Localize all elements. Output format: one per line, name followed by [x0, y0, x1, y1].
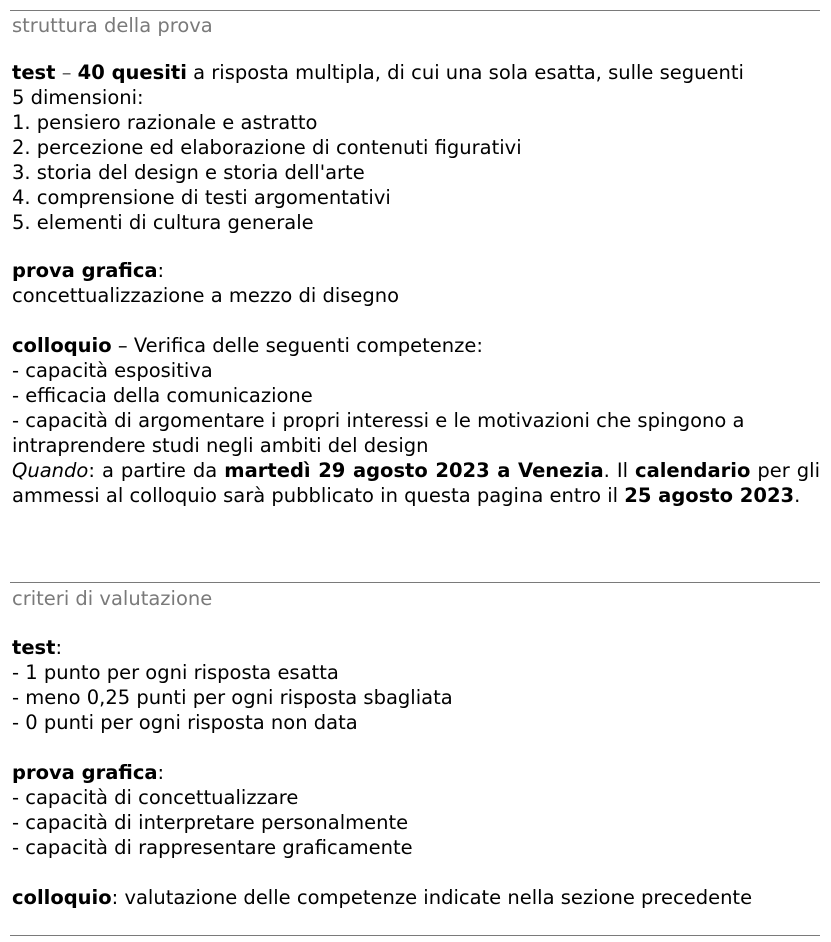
dimension-item: 4. comprensione di testi argomentativi	[12, 186, 391, 209]
criteria-prova-grafica-colon: :	[157, 761, 165, 784]
criteria-colloquio-label: colloquio	[12, 886, 112, 909]
colloquio-description: Verifica delle seguenti competenze:	[133, 334, 483, 357]
when-label: Quando	[12, 459, 89, 482]
section-divider-structure	[10, 10, 820, 11]
scoring-item: - 0 punti per ogni risposta non data	[12, 711, 358, 734]
criteria-colloquio-text: valutazione delle competenze indicate nella sezione precedente	[124, 886, 753, 909]
test-label: test	[12, 61, 56, 84]
section-title-criteria: criteri di valutazione	[12, 587, 213, 610]
test-dash: –	[61, 61, 72, 84]
graphic-criterion-item: - capacità di interpretare personalmente	[12, 811, 409, 834]
test-question-count: 40 quesiti	[77, 61, 187, 84]
scoring-item: - 1 punto per ogni risposta esatta	[12, 661, 339, 684]
criteria-test-label: test	[12, 636, 56, 659]
prova-grafica-label: prova grafica	[12, 259, 158, 282]
competence-item: - capacità espositiva	[12, 359, 213, 382]
section-divider-criteria	[10, 582, 820, 583]
colloquio-dash: –	[117, 334, 128, 357]
structure-test-block	[12, 60, 820, 235]
test-description-continued: 5 dimensioni:	[12, 86, 144, 109]
structure-prova-grafica-block	[12, 258, 820, 308]
scoring-item: - meno 0,25 punti per ogni risposta sbagliata	[12, 686, 453, 709]
graphic-criterion-item: - capacità di rappresentare graficamente	[12, 836, 413, 859]
criteria-prova-grafica-label: prova grafica	[12, 761, 158, 784]
test-description: a risposta multipla, di cui una sola esatta, sulle seguenti	[193, 61, 744, 84]
dimension-item: 5. elementi di cultura generale	[12, 211, 314, 234]
dimension-item: 3. storia del design e storia dell'arte	[12, 161, 365, 184]
section-title-structure: struttura della prova	[12, 14, 213, 37]
criteria-colloquio-block	[12, 885, 820, 910]
dimension-item: 2. percezione ed elaborazione di contenuti figurativi	[12, 136, 522, 159]
when-date-place: martedì 29 agosto 2023 a Venezia	[224, 459, 604, 482]
when-text: a partire da	[101, 459, 218, 482]
graphic-criterion-item: - capacità di concettualizzare	[12, 786, 299, 809]
competence-item: - efficacia della comunicazione	[12, 384, 313, 407]
structure-colloquio-block	[12, 333, 820, 508]
colloquio-label: colloquio	[12, 334, 112, 357]
competence-item: - capacità di argomentare i propri interessi e le motivazioni che spingono a	[12, 409, 745, 432]
calendar-deadline-end: .	[794, 484, 801, 507]
prova-grafica-description: concettualizzazione a mezzo di disegno	[12, 284, 400, 307]
when-text-continued: . Il	[603, 459, 628, 482]
when-colon: :	[88, 459, 95, 482]
criteria-test-colon: :	[55, 636, 63, 659]
criteria-colloquio-colon: :	[111, 886, 119, 909]
calendar-deadline: 25 agosto 2023	[624, 484, 795, 507]
dimension-item: 1. pensiero razionale e astratto	[12, 111, 318, 134]
prova-grafica-colon: :	[157, 259, 165, 282]
calendar-text: per gli ammessi al colloquio sarà pubblicato in questa pagina entro il	[12, 459, 821, 507]
criteria-test-block	[12, 635, 820, 735]
competence-item-continued: intraprendere studi negli ambiti del design	[12, 434, 429, 457]
colloquio-schedule	[12, 458, 820, 508]
section-divider-bottom	[10, 935, 820, 936]
criteria-prova-grafica-block	[12, 760, 820, 860]
calendar-label: calendario	[635, 459, 751, 482]
